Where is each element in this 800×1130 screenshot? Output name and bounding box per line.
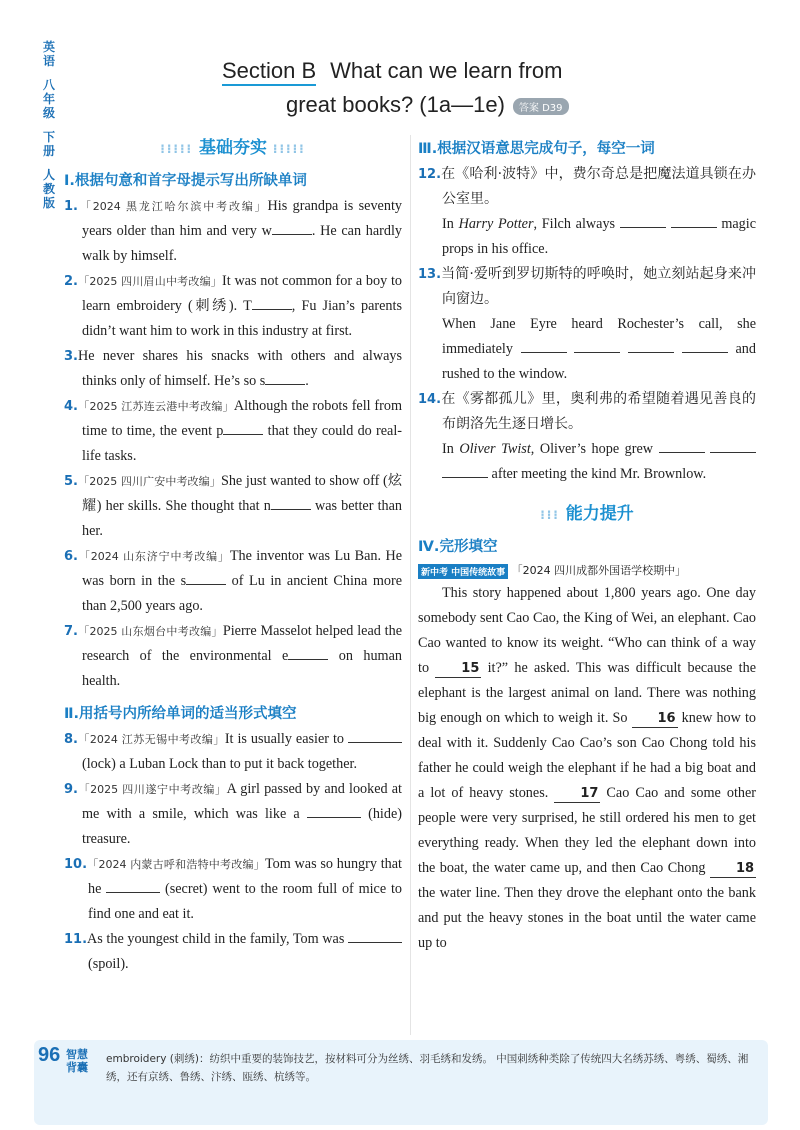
question-1: 1.「2024 黑龙江哈尔滨中考改编」His grandpa is seventy years older than him and very w . He can hardly walk by himself. — [64, 198, 402, 264]
question-12: 12.在《哈利·波特》中，费尔奇总是把魔法道具锁在办公室里。 In Harry Potter, Filch always magic props in his office. — [418, 166, 756, 257]
hint-letter: s — [259, 373, 266, 389]
answer-blank[interactable] — [288, 645, 328, 660]
question-10: 10.「2024 内蒙古呼和浩特中考改编」Tom was so hungry that he (secret) went to the room full of mice to find one and eat it. — [64, 856, 403, 922]
answer-blank[interactable] — [574, 338, 620, 353]
answer-blank[interactable] — [271, 495, 311, 510]
cloze-source: 新中考 中国传统故事 「2024 四川成都外国语学校期中」 — [418, 562, 756, 579]
section-4-heading: Ⅳ.完形填空 — [418, 539, 498, 555]
question-4: 4.「2025 江苏连云港中考改编」Although the robots fell from time to time, the event p that they could do real-life tasks. — [64, 398, 402, 464]
sidebar-label — [38, 40, 60, 220]
blank-16[interactable]: 16 — [632, 711, 678, 728]
question-8: 8.「2024 江苏无锡中考改编」It is usually easier to (lock) a Luban Lock than to put it back together. — [64, 727, 402, 777]
answer-blank[interactable] — [252, 295, 292, 310]
blank-15[interactable]: 15 — [435, 661, 481, 678]
question-3: 3.He never shares his snacks with others and always thinks only of himself. He’s so s . — [64, 348, 402, 389]
answer-blank[interactable] — [265, 370, 305, 385]
section-2-heading: Ⅱ.用括号内所给单词的适当形式填空 — [64, 706, 297, 722]
title-line-2: great books? (1a—1e) — [286, 92, 505, 117]
hint-letter: e — [282, 648, 289, 664]
sidebar-subject: 英语 — [42, 40, 55, 68]
answer-blank[interactable] — [620, 213, 666, 228]
question-6: 6.「2024 山东济宁中考改编」The inventor was Lu Ban. He was born in the s of Lu in ancient China more than 2,500 years ago. — [64, 548, 402, 614]
right-column — [418, 135, 756, 956]
basic-band: ⁝⁝⁝⁝⁝ 基础夯实 ⁝⁝⁝⁝⁝ — [160, 138, 306, 158]
question-14: 14.在《雾都孤儿》里，奥利弗的希望随着遇见善良的布朗洛先生逐日增长。 In Oliver Twist, Oliver’s hope grew after meeting the kind Mr. Brownlow. — [418, 391, 756, 482]
advanced-band: ⁝⁝⁝ 能力提升 — [540, 504, 634, 524]
tip-badge: 智慧背囊 — [66, 1048, 88, 1074]
answer-blank[interactable] — [442, 463, 488, 478]
question-7: 7.「2025 山东烟台中考改编」Pierre Masselot helped lead the research of the environmental e on human health. — [64, 623, 402, 689]
answer-blank[interactable] — [628, 338, 674, 353]
hint-letter: s — [180, 573, 187, 589]
hint-letter: T — [243, 298, 252, 314]
hint-letter: p — [216, 423, 224, 439]
answer-blank[interactable] — [659, 438, 705, 453]
blank-18[interactable]: 18 — [710, 861, 756, 878]
tip-text: embroidery (刺绣)：纺织中重要的装饰技艺，按材料可分为丝绣、羽毛绣和发绣。 中国刺绣种类除了传统四大名绣苏绣、粤绣、蜀绣、湘绣，还有京绣、鲁绣、汴绣、瓯绣、杭绣等。 — [106, 1053, 749, 1083]
question-5: 5.「2025 四川广安中考改编」She just wanted to show off (炫耀) her skills. She thought that n was better than her. — [64, 473, 403, 539]
sidebar-volume: 下册 — [42, 130, 55, 158]
answer-blank[interactable] — [682, 338, 728, 353]
answer-blank[interactable] — [223, 420, 263, 435]
answer-blank[interactable] — [186, 570, 226, 585]
logo-badge: 新中考 中国传统故事 — [418, 564, 508, 579]
left-column — [64, 135, 402, 977]
question-2: 2.「2025 四川眉山中考改编」It was not common for a boy to learn embroidery (刺绣). T , Fu Jian’s parents didn’t want him to work in this industry at first. — [64, 273, 402, 339]
sidebar-edition: 人教版 — [42, 168, 55, 210]
page-number: 96 — [38, 1044, 61, 1066]
answer-blank[interactable] — [710, 438, 756, 453]
cloze-passage: This story happened about 1,800 years ago. One day somebody sent Cao Cao, the King of Wei, an elephant. Cao Cao wanted to know its weight. “Who can think of a way to 15 it?” he asked. This was difficult because the elephant is the largest animal on land. There was nothing big enough on which to weigh it. So 16 knew how to deal with it. Suddenly Cao Cao’s son Cao Chong told his father he could weigh the elephant if he had a big boat and a lot of heavy stones. 17 Cao Cao and some other people were very surprised, he still ordered his men to get everything ready. When they led the elephant down into the boat, the water came up, and then Cao Chong 18 the water line. Then they drove the elephant onto the bank and put the heavy stones in the boat until the water came up to — [418, 584, 757, 951]
answer-blank[interactable] — [106, 878, 160, 893]
answer-blank[interactable] — [521, 338, 567, 353]
sidebar-grade: 八年级 — [42, 78, 55, 120]
answer-blank[interactable] — [272, 220, 312, 235]
section-3-heading: Ⅲ.根据汉语意思完成句子，每空一词 — [418, 141, 655, 157]
question-13: 13.当简·爱听到罗切斯特的呼唤时，她立刻站起身来冲向窗边。 When Jane Eyre heard Rochester’s call, she immediately and rushed to the window. — [418, 266, 756, 382]
section-1-heading: Ⅰ.根据句意和首字母提示写出所缺单词 — [64, 173, 307, 189]
answer-blank[interactable] — [671, 213, 717, 228]
hint-letter: w — [261, 223, 272, 239]
answer-blank[interactable] — [348, 728, 402, 743]
answer-blank[interactable] — [307, 803, 361, 818]
question-9: 9.「2025 四川遂宁中考改编」A girl passed by and looked at me with a smile, which was like a (hide) treasure. — [64, 781, 402, 847]
title-line-1: What can we learn from — [330, 58, 563, 83]
blank-17[interactable]: 17 — [554, 786, 600, 803]
hint-letter: n — [263, 498, 271, 514]
section-label: Section B — [222, 58, 316, 86]
answer-blank[interactable] — [348, 928, 402, 943]
column-divider — [410, 135, 411, 1035]
question-11: 11.As the youngest child in the family, Tom was (spoil). — [64, 927, 402, 977]
answer-tag: 答案 D39 — [513, 98, 569, 115]
